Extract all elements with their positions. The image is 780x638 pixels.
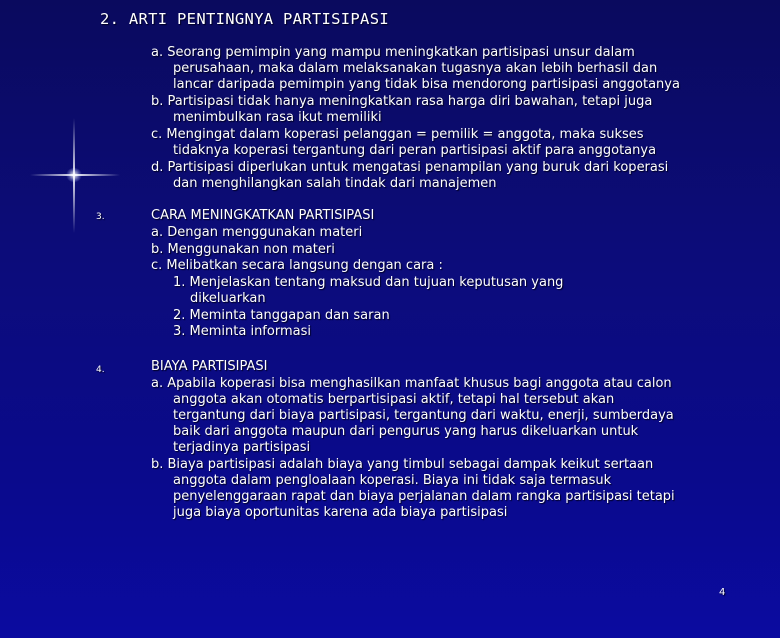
- item-2b-line1: b. Partisipasi tidak hanya meningkatkan rasa harga diri bawahan, tetapi juga: [151, 94, 653, 109]
- item-3b: b. Menggunakan non materi: [151, 242, 335, 257]
- item-4b-line1: b. Biaya partisipasi adalah biaya yang timbul sebagai dampak keikut sertaan: [151, 457, 654, 472]
- item-4b-line2: anggota dalam pengloalaan koperasi. Biaya ini tidak saja termasuk: [173, 473, 612, 488]
- section-4-number: 4.: [96, 365, 105, 375]
- section-3-number: 3.: [96, 212, 105, 222]
- item-2b-line2: menimbulkan rasa ikut memiliki: [173, 110, 382, 125]
- item-4b-line4: juga biaya oportunitas karena ada biaya partisipasi: [173, 505, 508, 520]
- item-4a-line2: anggota akan otomatis berpartisipasi aktif, tetapi hal tersebut akan: [173, 392, 615, 407]
- item-3c1-line2: dikeluarkan: [190, 291, 266, 306]
- item-4a-line4: baik dari anggota maupun dari pengurus yang harus dikeluarkan untuk: [173, 424, 639, 439]
- item-2d-line1: d. Partisipasi diperlukan untuk mengatasi penampilan yang buruk dari koperasi: [151, 160, 669, 175]
- page-number: 4: [719, 587, 726, 598]
- item-2a-line2: perusahaan, maka dalam melaksanakan tugasnya akan lebih berhasil dan: [173, 61, 658, 76]
- item-3c3: 3. Meminta informasi: [173, 324, 311, 339]
- item-2c-line1: c. Mengingat dalam koperasi pelanggan = pemilik = anggota, maka sukses: [151, 127, 644, 142]
- item-2a-line1: a. Seorang pemimpin yang mampu meningkatkan partisipasi unsur dalam: [151, 45, 635, 60]
- item-4a-line5: terjadinya partisipasi: [173, 440, 311, 455]
- item-4b-line3: penyelenggaraan rapat dan biaya perjalanan dalam rangka partisipasi tetapi: [173, 489, 675, 504]
- item-4a-line1: a. Apabila koperasi bisa menghasilkan manfaat khusus bagi anggota atau calon: [151, 376, 672, 391]
- item-3c1-line1: 1. Menjelaskan tentang maksud dan tujuan keputusan yang: [173, 275, 564, 290]
- item-3a: a. Dengan menggunakan materi: [151, 225, 363, 240]
- section-3-heading: CARA MENINGKATKAN PARTISIPASI: [151, 208, 375, 223]
- item-3c2: 2. Meminta tanggapan dan saran: [173, 308, 390, 323]
- section-4-heading: BIAYA PARTISIPASI: [151, 359, 268, 374]
- item-4a-line3: tergantung dari biaya partisipasi, tergantung dari waktu, enerji, sumberdaya: [173, 408, 674, 423]
- slide-title: 2. ARTI PENTINGNYA PARTISIPASI: [100, 10, 389, 28]
- item-3c: c. Melibatkan secara langsung dengan cara :: [151, 258, 443, 273]
- item-2d-line2: dan menghilangkan salah tindak dari manajemen: [173, 176, 497, 191]
- decorative-star-flare-center: [66, 168, 82, 182]
- item-2a-line3: lancar daripada pemimpin yang tidak bisa mendorong partisipasi anggotanya: [173, 77, 680, 92]
- item-2c-line2: tidaknya koperasi tergantung dari peran partisipasi aktif para anggotanya: [173, 143, 657, 158]
